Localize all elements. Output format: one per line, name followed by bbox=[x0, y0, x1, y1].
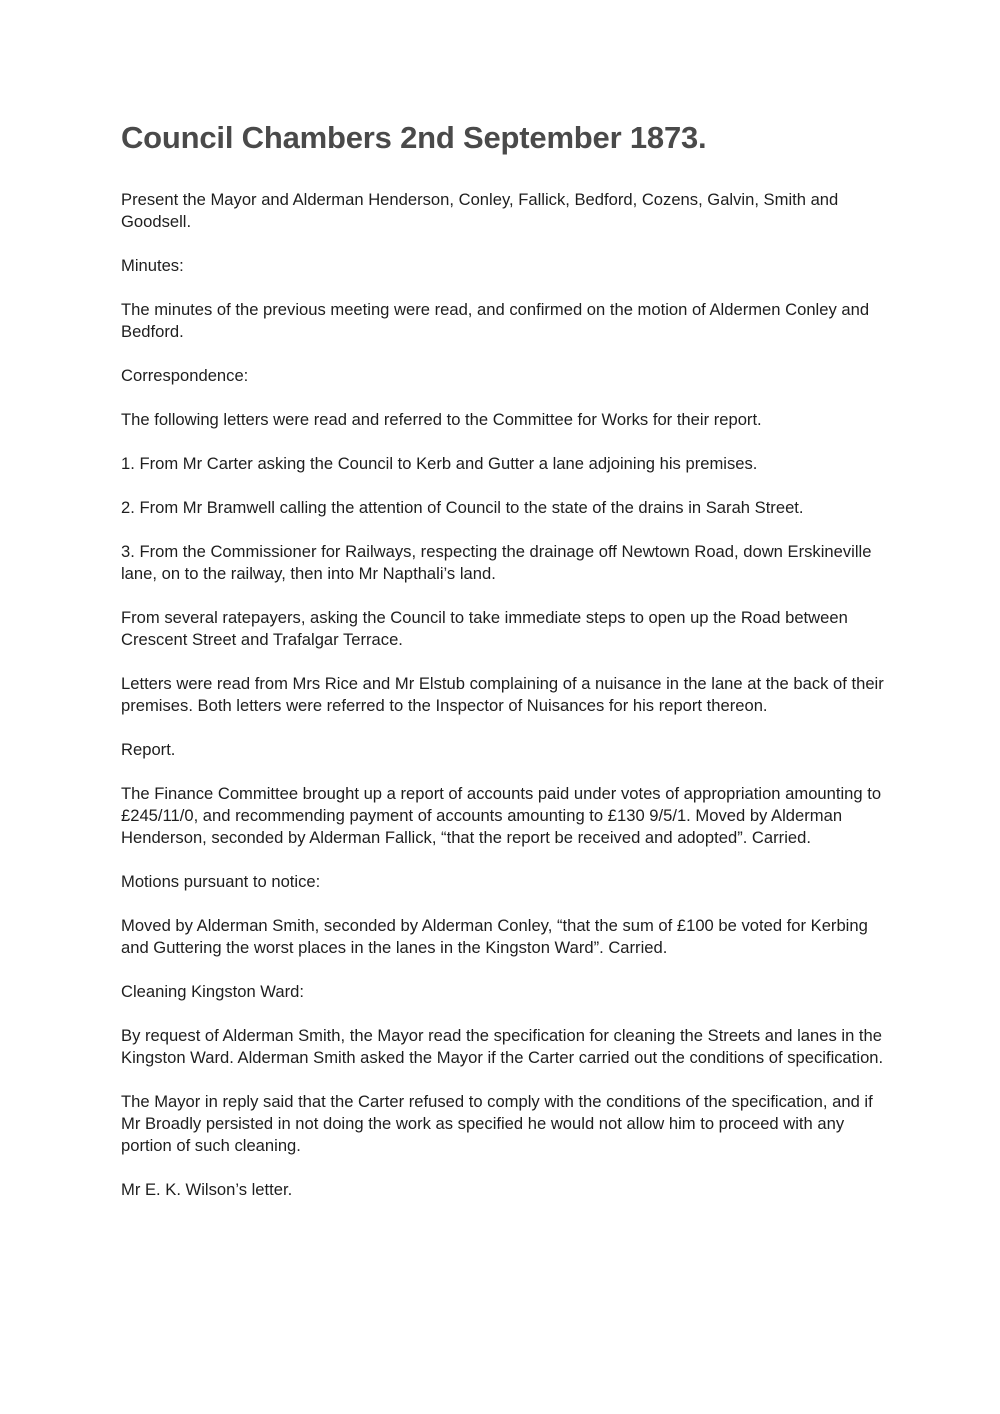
document-body bbox=[121, 118, 891, 1223]
motions-heading: Motions pursuant to notice: bbox=[121, 872, 321, 891]
kerbing-motion: Moved by Alderman Smith, seconded by Alderman Conley, “that the sum of £100 be voted for Kerbing and Guttering the worst places in the lanes in the Kingston Ward”. Carried. bbox=[121, 916, 868, 957]
specification-paragraph: By request of Alderman Smith, the Mayor read the specification for cleaning the Streets and lanes in the Kingston Ward. Alderman Smith asked the Mayor if the Carter carried out the conditions of specification. bbox=[121, 1026, 884, 1067]
cleaning-heading: Cleaning Kingston Ward: bbox=[121, 982, 304, 1001]
ratepayers-letter: From several ratepayers, asking the Council to take immediate steps to open up the Road between Crescent Street and Trafalgar Terrace. bbox=[121, 608, 848, 649]
letter-item-2: 2. From Mr Bramwell calling the attention of Council to the state of the drains in Sarah Street. bbox=[121, 498, 804, 517]
letter-item-1: 1. From Mr Carter asking the Council to Kerb and Gutter a lane adjoining his premises. bbox=[121, 454, 758, 473]
document-title: Council Chambers 2nd September 1873. bbox=[121, 120, 707, 155]
letter-item-3: 3. From the Commissioner for Railways, respecting the drainage off Newtown Road, down Erskineville lane, on to the railway, then into Mr Napthali’s land. bbox=[121, 542, 872, 583]
nuisance-letters: Letters were read from Mrs Rice and Mr Elstub complaining of a nuisance in the lane at the back of their premises. Both letters were referred to the Inspector of Nuisances for his report thereon. bbox=[121, 674, 884, 715]
correspondence-intro: The following letters were read and referred to the Committee for Works for their report. bbox=[121, 410, 762, 429]
attendance-paragraph: Present the Mayor and Alderman Henderson, Conley, Fallick, Bedford, Cozens, Galvin, Smith and Goodsell. bbox=[121, 190, 839, 231]
report-heading: Report. bbox=[121, 740, 176, 759]
finance-report: The Finance Committee brought up a report of accounts paid under votes of appropriation amounting to £245/11/0, and recommending payment of accounts amounting to £130 9/5/1. Moved by Alderman Henderson, seconded by Alderman Fallick, “that the report be received and adopted”. Carried. bbox=[121, 784, 882, 847]
wilson-letter-heading: Mr E. K. Wilson’s letter. bbox=[121, 1180, 293, 1199]
mayor-reply-paragraph: The Mayor in reply said that the Carter refused to comply with the conditions of the specification, and if Mr Broadly persisted in not doing the work as specified he would not allow him to proceed with any portion of such cleaning. bbox=[121, 1092, 873, 1155]
correspondence-heading: Correspondence: bbox=[121, 366, 249, 385]
minutes-heading: Minutes: bbox=[121, 256, 184, 275]
minutes-paragraph: The minutes of the previous meeting were read, and confirmed on the motion of Aldermen Conley and Bedford. bbox=[121, 300, 870, 341]
